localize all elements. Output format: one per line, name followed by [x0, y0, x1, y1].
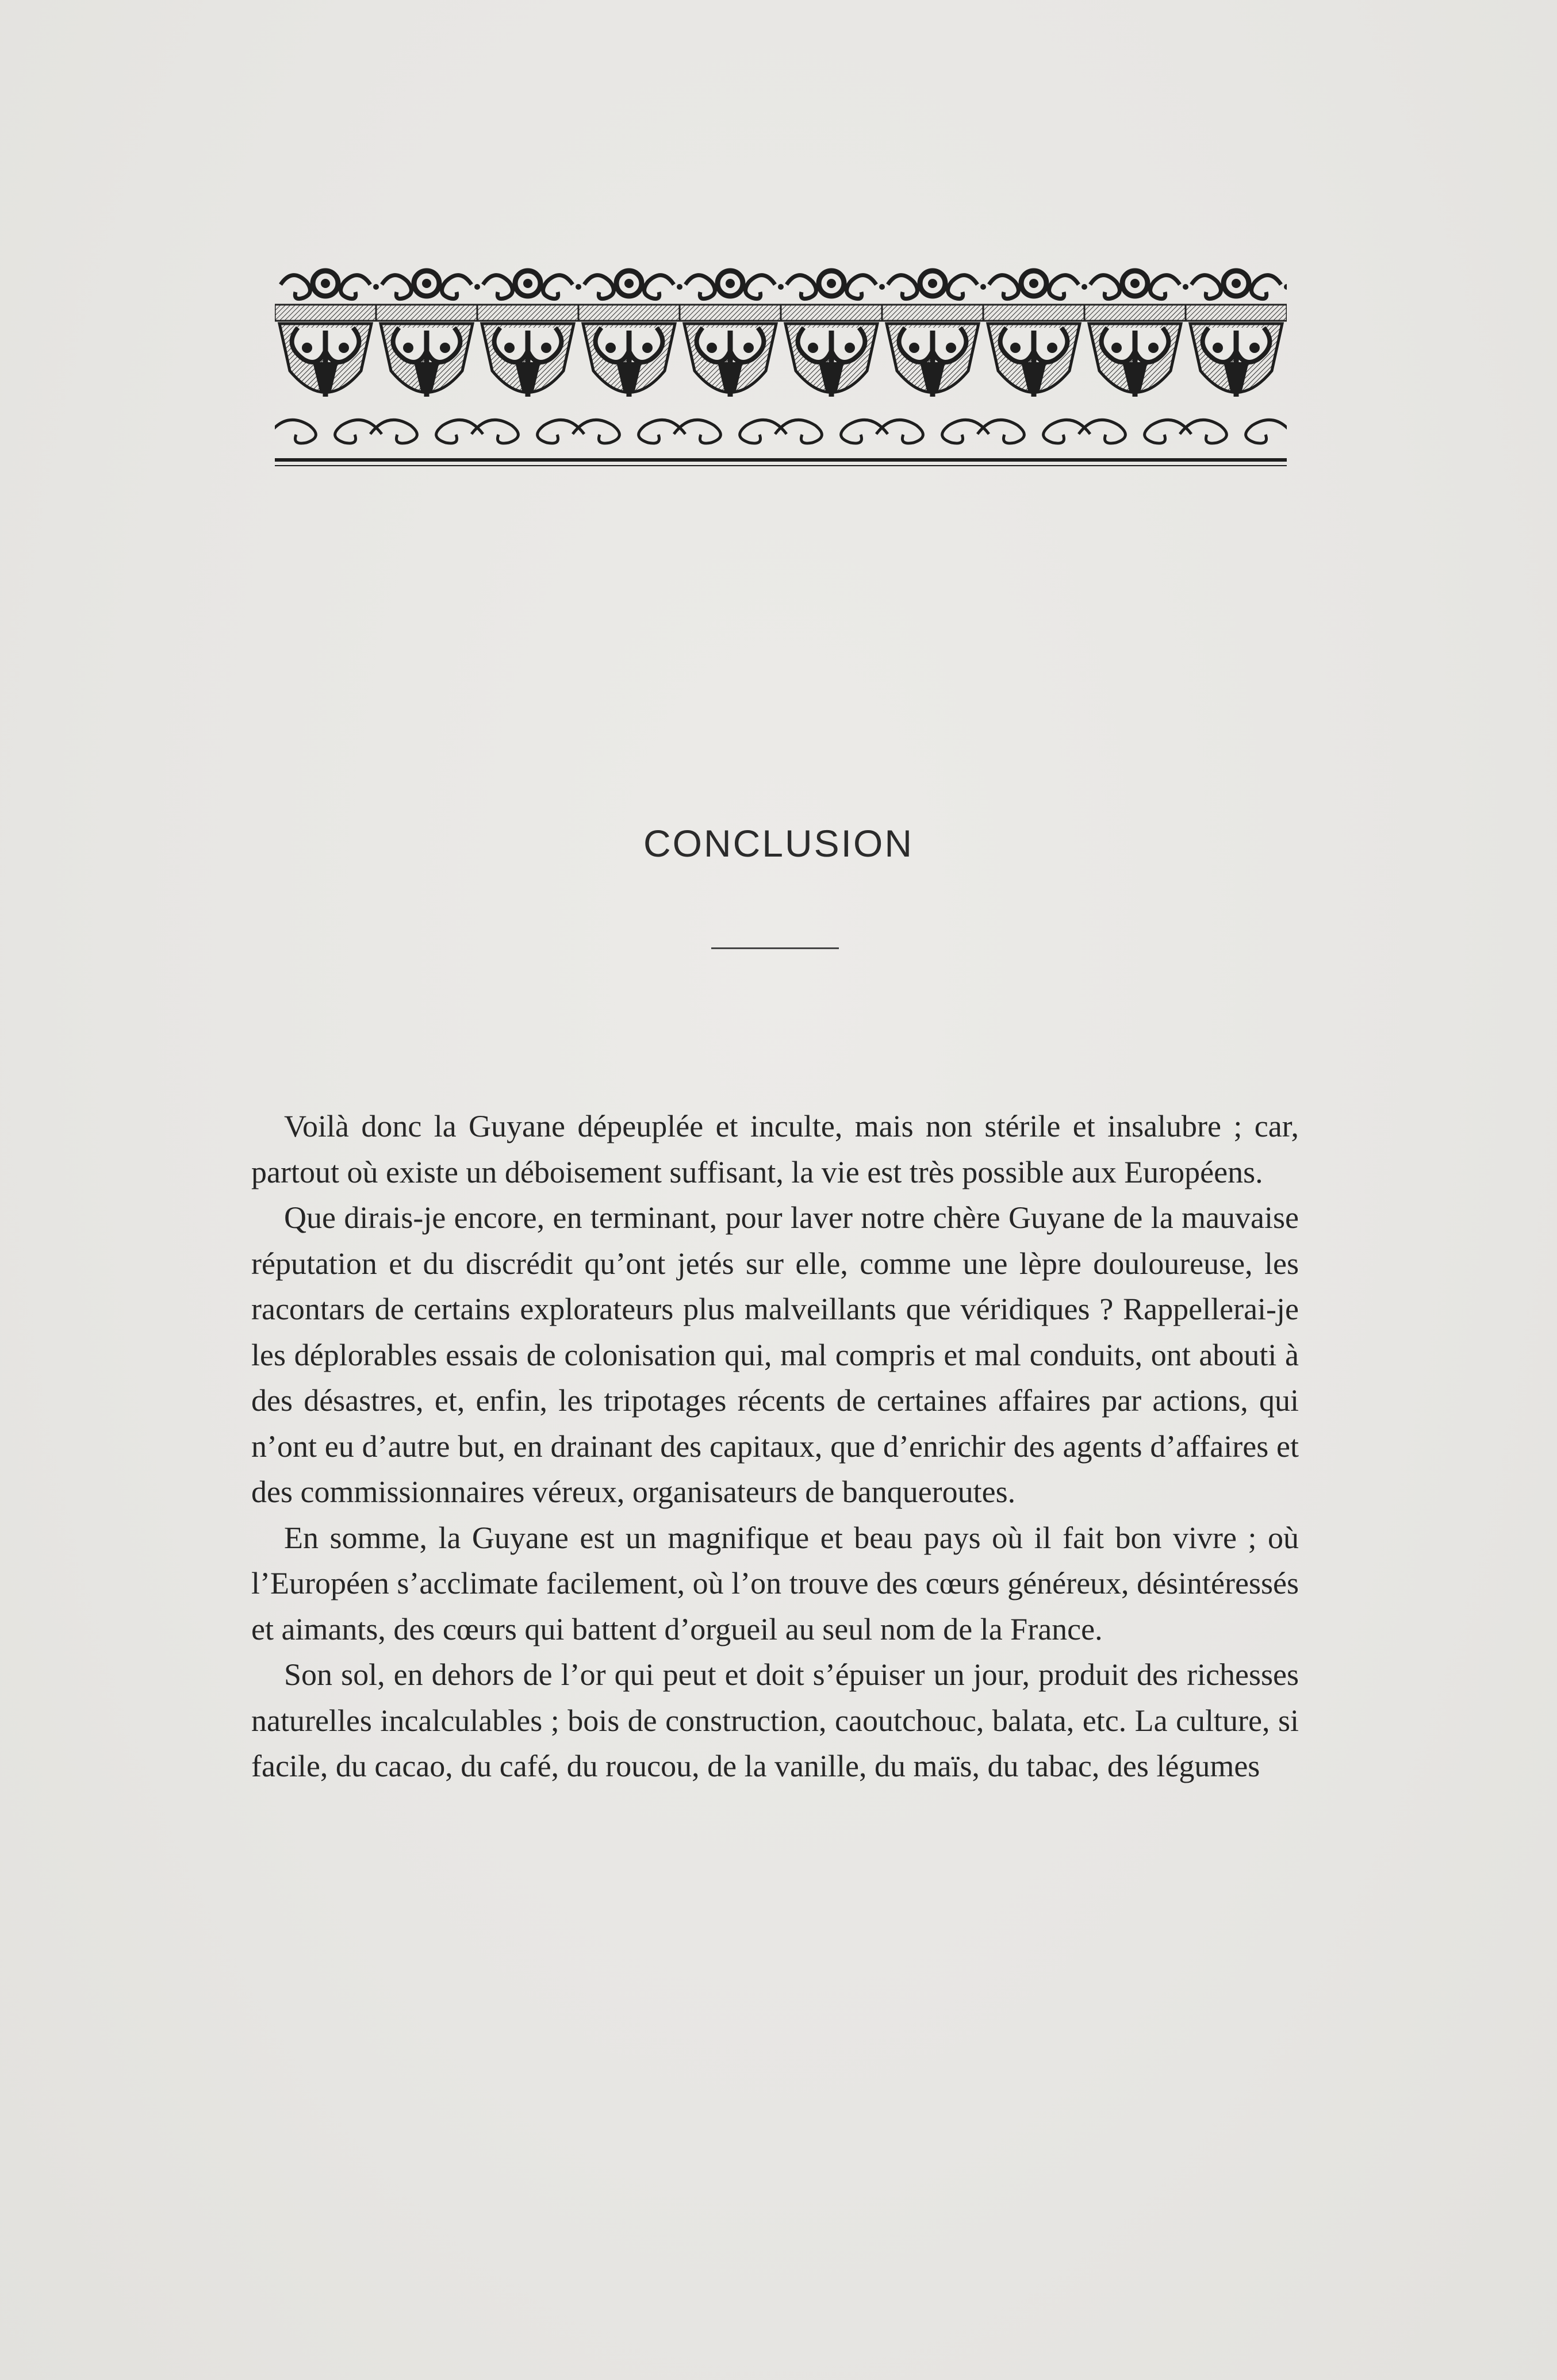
- decorative-headpiece-icon: [275, 262, 1287, 477]
- title-divider: [711, 947, 839, 949]
- paragraph-3: En somme, la Guyane est un magnifique et beau pays où il fait bon vivre ; où l’Européen s’acclimate facilement, où l’on trouve des cœurs généreux, désintéressés et aimants, des cœurs qui battent d’orgueil au seul nom de la France.: [251, 1520, 1299, 1646]
- page-title: CONCLUSION: [643, 822, 914, 865]
- paragraph-2: Que dirais-je encore, en terminant, pour laver notre chère Guyane de la mauvaise réputation et du discrédit qu’ont jetés sur elle, comme une lèpre douloureuse, les racontars de certains explorateurs plus malveillants que véridiques ? Rappellerai-je les déplorables essais de colonisation qui, mal compris et mal conduits, ont abouti à des désastres, et, enfin, les tripotages récents de certaines affaires par actions, qui n’ont eu d’autre but, en drainant des capitaux, que d’enrichir des agents d’affaires et des commissionnaires véreux, organisateurs de banqueroutes.: [251, 1200, 1299, 1509]
- paragraph-4: Son sol, en dehors de l’or qui peut et doit s’épuiser un jour, produit des richesses naturelles incalculables ; bois de construction, caoutchouc, balata, etc. La culture, si facile, du cacao, du café, du roucou, de la vanille, du maïs, du tabac, des légumes: [251, 1657, 1299, 1783]
- body-text: [251, 1104, 1299, 1790]
- paragraph-1: Voilà donc la Guyane dépeuplée et inculte, mais non stérile et insalubre ; car, partout où existe un déboisement suffisant, la vie est très possible aux Européens.: [251, 1109, 1299, 1189]
